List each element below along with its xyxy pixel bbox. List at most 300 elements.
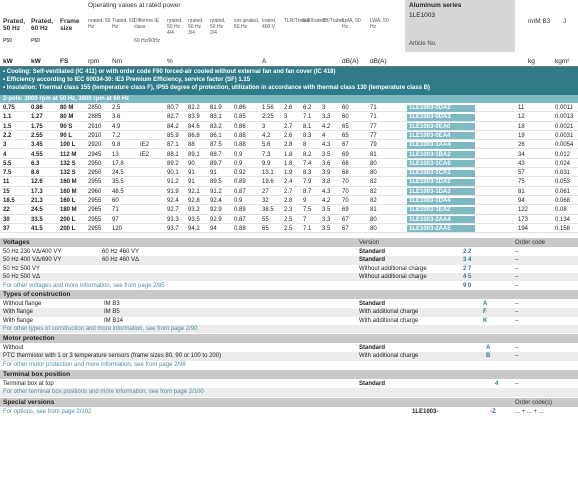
cell-e24: 86.1 bbox=[210, 132, 222, 139]
unit-kw-50: kW bbox=[3, 58, 13, 65]
cell-n: 2950 bbox=[88, 170, 102, 177]
reference-link[interactable]: For other types of construction and more information, see from page 2/90 bbox=[3, 326, 198, 333]
cell-j: 0.053 bbox=[555, 179, 571, 186]
banner-efficiency: • Efficiency according to IEC 60034-30: IE3 Premium Efficiency, service factor (SF) 1.15 bbox=[3, 77, 251, 83]
cell-p50: 2.2 bbox=[3, 132, 12, 139]
cell-i: 7.3 bbox=[262, 151, 271, 158]
section-construction bbox=[0, 290, 578, 299]
cell-lwa: 79 bbox=[370, 142, 377, 149]
cell-e44: 93.7 bbox=[167, 225, 179, 232]
cell-fs: 132 S bbox=[60, 160, 76, 167]
unit-dba-lwa: dB(A) bbox=[370, 58, 387, 65]
cell-i: 4.2 bbox=[262, 132, 271, 139]
cell-m: 173 bbox=[518, 216, 529, 223]
option-code: K bbox=[483, 317, 488, 324]
cell-ilr: 7.4 bbox=[303, 160, 312, 167]
cell-fs: 112 M bbox=[60, 151, 77, 158]
info-banner bbox=[0, 67, 578, 95]
option-order-code: – bbox=[515, 301, 519, 307]
cell-j: 0.0013 bbox=[555, 114, 574, 121]
cell-p50: 18.5 bbox=[3, 198, 15, 204]
cell-p60: 1.75 bbox=[31, 123, 43, 130]
option-order-code: – bbox=[515, 317, 519, 324]
article-number: 1LE1003-0EA0 bbox=[407, 123, 475, 130]
cell-lwa: 82 bbox=[370, 188, 377, 195]
option-row[interactable] bbox=[0, 388, 578, 396]
option-desc: With flange bbox=[3, 309, 34, 316]
cell-lpfa: 67 bbox=[342, 142, 349, 149]
cell-t: 17.8 bbox=[112, 160, 124, 167]
option-code: B bbox=[486, 353, 491, 360]
cell-t: 48.5 bbox=[112, 188, 124, 195]
table-row bbox=[0, 197, 578, 205]
cell-e44: 92.7 bbox=[167, 207, 179, 214]
version-header: Version bbox=[359, 239, 380, 246]
cell-m: 19 bbox=[518, 132, 525, 139]
order-code-header: Order code bbox=[515, 239, 546, 246]
section-title: Motor protection bbox=[3, 334, 55, 342]
option-row[interactable] bbox=[0, 282, 578, 290]
cell-fs: 200 L bbox=[60, 216, 76, 223]
unit-ampere: A bbox=[262, 58, 267, 65]
cell-e24: 88.7 bbox=[210, 151, 222, 158]
unit-dba-lpfa: dB(A) bbox=[342, 58, 359, 65]
article-number: 1LE1003-2AA5 bbox=[407, 225, 475, 232]
reference-link[interactable]: For other motor protection and more information, see from page 2/98 bbox=[3, 361, 186, 368]
cell-tlb: 2.3 bbox=[284, 207, 293, 214]
unit-nm: Nm bbox=[112, 58, 123, 65]
option-code: A bbox=[486, 345, 491, 351]
cell-cos: 0.88 bbox=[234, 225, 246, 232]
cell-e24: 89.7 bbox=[210, 160, 222, 167]
cell-e24: 94 bbox=[210, 225, 217, 232]
cell-i: 1.56 bbox=[262, 105, 274, 111]
option-version: With additional charge bbox=[359, 317, 419, 324]
option-row[interactable] bbox=[0, 308, 578, 316]
cell-n: 2950 bbox=[88, 160, 102, 167]
cell-t: 4.9 bbox=[112, 123, 121, 130]
cell-e44: 93.3 bbox=[167, 216, 179, 223]
option-version: Without additional charge bbox=[359, 265, 427, 272]
cell-lwa: 80 bbox=[370, 160, 377, 167]
table-row bbox=[0, 225, 578, 233]
cell-j: 0.031 bbox=[555, 170, 571, 177]
option-desc: 50 Hz 400 VΔ/690 VY bbox=[3, 257, 62, 264]
cell-lwa: 77 bbox=[370, 123, 377, 130]
option-order-code: – bbox=[515, 274, 519, 281]
option-order-code: – bbox=[515, 265, 519, 272]
cell-j: 0.0021 bbox=[555, 123, 574, 130]
article-number: 1LE1003-1DA3 bbox=[407, 188, 475, 195]
cell-e34: 93.2 bbox=[188, 207, 200, 214]
cell-cos: 0.88 bbox=[234, 132, 246, 139]
cell-tlb: 2.7 bbox=[284, 188, 293, 195]
cell-cos: 0.86 bbox=[234, 123, 246, 130]
table-row bbox=[0, 113, 578, 121]
pole-label: 2-pole: 3000 rpm at 50 Hz, 3600 rpm at 60 Hz bbox=[3, 96, 130, 102]
cell-tb: 4 bbox=[322, 132, 326, 139]
cell-p50: 4 bbox=[3, 151, 7, 158]
cell-i: 3 bbox=[262, 123, 266, 130]
cell-m: 18 bbox=[518, 123, 525, 130]
cell-lwa: 82 bbox=[370, 198, 377, 204]
section-title: Terminal box position bbox=[3, 370, 71, 378]
cell-n: 2955 bbox=[88, 179, 102, 186]
cell-j: 0.08 bbox=[555, 207, 567, 214]
cell-i: 32 bbox=[262, 198, 269, 204]
cell-m: 94 bbox=[518, 198, 525, 204]
cell-tlb: 2.4 bbox=[284, 179, 293, 186]
col-mass: mIM B3 bbox=[528, 18, 551, 25]
cell-lpfa: 69 bbox=[342, 207, 349, 214]
cell-e44: 91.9 bbox=[167, 188, 179, 195]
reference-link[interactable]: For options, see from page 2/102 bbox=[3, 409, 92, 415]
cell-cos: 0.87 bbox=[234, 216, 246, 223]
cell-i: 27 bbox=[262, 188, 269, 195]
cell-m: 43 bbox=[518, 160, 525, 167]
option-order-code: – bbox=[515, 353, 519, 360]
table-row bbox=[0, 178, 578, 186]
cell-fs: 100 L bbox=[60, 142, 76, 149]
cell-ilr: 8.7 bbox=[303, 188, 312, 195]
cell-cos: 0.87 bbox=[234, 188, 246, 195]
cell-e34: 93.5 bbox=[188, 216, 200, 223]
cell-e44: 82.7 bbox=[167, 114, 179, 121]
cell-n: 2850 bbox=[88, 105, 102, 111]
cell-ilr: 8 bbox=[303, 142, 307, 149]
cell-p50: 7.5 bbox=[3, 170, 12, 177]
option-order-code: – bbox=[515, 309, 519, 316]
col-p-rated-60-sub: P60 bbox=[31, 38, 40, 44]
option-order-code: – bbox=[515, 345, 519, 351]
section-terminal-box bbox=[0, 370, 578, 379]
cell-p60: 33.5 bbox=[31, 216, 43, 223]
cell-tlb: 2.8 bbox=[284, 142, 293, 149]
cell-e34: 88 bbox=[188, 142, 195, 149]
cell-tlb: 2.7 bbox=[284, 123, 293, 130]
section-voltages bbox=[0, 238, 578, 247]
col-cos-phi: cos φrated, 50 Hz bbox=[234, 18, 260, 30]
cell-i: 55 bbox=[262, 216, 269, 223]
cell-p60: 21.3 bbox=[31, 198, 43, 204]
article-no-label: Article No. bbox=[409, 41, 437, 47]
option-code: 4 bbox=[495, 381, 499, 387]
cell-lpfa: 65 bbox=[342, 132, 349, 139]
cell-cos: 0.86 bbox=[234, 105, 246, 111]
cell-t: 35.5 bbox=[112, 179, 124, 186]
cell-e34: 82.2 bbox=[188, 105, 200, 111]
header-title: Operating values at rated power bbox=[88, 2, 181, 9]
option-code: A bbox=[483, 301, 488, 307]
cell-j: 0.024 bbox=[555, 160, 571, 167]
option-desc: 50 Hz 500 VY bbox=[3, 265, 41, 272]
cell-p60: 12.6 bbox=[31, 179, 43, 186]
cell-e34: 92.8 bbox=[188, 198, 200, 204]
unit-percent: % bbox=[167, 58, 173, 65]
option-code: F bbox=[483, 309, 487, 316]
cell-lwa: 81 bbox=[370, 151, 377, 158]
cell-lpfa: 68 bbox=[342, 170, 349, 177]
cell-lwa: 71 bbox=[370, 114, 377, 121]
unit-fs: FS bbox=[60, 58, 69, 65]
article-number: 1LE1003-1BA2 bbox=[407, 151, 475, 158]
article-number: 1LE1003-1EA2 bbox=[407, 207, 475, 214]
cell-e34: 94.2 bbox=[188, 225, 200, 232]
option-row[interactable] bbox=[0, 265, 578, 273]
cell-e24: 92.4 bbox=[210, 198, 222, 204]
cell-p50: 3 bbox=[3, 142, 7, 149]
option-version: Without additional charge bbox=[359, 274, 427, 281]
option-row[interactable] bbox=[0, 344, 578, 352]
table-row bbox=[0, 216, 578, 224]
reference-link[interactable]: For other terminal box positions and more information, see from page 2/100 bbox=[3, 389, 204, 396]
col-i-rated: Irated, 400 V bbox=[262, 18, 277, 30]
units-row bbox=[0, 58, 578, 67]
option-desc-secondary: 60 Hz 460 VY bbox=[102, 249, 140, 255]
cell-cos: 0.9 bbox=[234, 160, 243, 167]
cell-fs: 180 M bbox=[60, 207, 77, 214]
cell-p50: 37 bbox=[3, 225, 10, 232]
series-box bbox=[405, 0, 515, 52]
cell-ilr: 6.2 bbox=[303, 105, 312, 111]
option-row[interactable] bbox=[0, 361, 578, 369]
cell-e24: 89.5 bbox=[210, 179, 222, 186]
col-t-rated: Trated, 50 Hz bbox=[112, 18, 135, 30]
cell-tlb: 2.5 bbox=[284, 225, 293, 232]
option-version: 1LE1003- bbox=[412, 409, 439, 415]
article-number: 1LE1003-1AA4 bbox=[407, 142, 475, 149]
cell-e44: 84.2 bbox=[167, 123, 179, 130]
cell-lpfa: 67 bbox=[342, 216, 349, 223]
article-number: 1LE1003-1DA4 bbox=[407, 198, 475, 205]
cell-ie: IE2 bbox=[140, 151, 150, 158]
cell-tb: 3.9 bbox=[322, 170, 331, 177]
cell-t: 120 bbox=[112, 225, 123, 232]
reference-link[interactable]: For other voltages and more information, see from page 2/85 bbox=[3, 282, 165, 289]
cell-t: 2.5 bbox=[112, 105, 121, 111]
cell-tlb: 1.8 bbox=[284, 160, 293, 167]
col-tb: TB/Trated bbox=[322, 18, 345, 24]
option-row[interactable] bbox=[0, 317, 578, 325]
cell-tlb: 1.8 bbox=[284, 151, 293, 158]
article-number: 1LE1003-0DA3 bbox=[407, 114, 475, 121]
cell-tb: 3.5 bbox=[322, 225, 331, 232]
cell-ilr: 9 bbox=[303, 198, 307, 204]
option-row[interactable] bbox=[0, 408, 578, 416]
banner-cooling: • Cooling: Self-ventilated (IC 411) or with order code F90 forced-air cooled without external fan and fan cover (IC 418) bbox=[3, 69, 336, 75]
table-row bbox=[0, 123, 578, 131]
table-row bbox=[0, 160, 578, 168]
cell-e24: 87.5 bbox=[210, 142, 222, 149]
cell-lwa: 80 bbox=[370, 170, 377, 177]
cell-lpfa: 70 bbox=[342, 198, 349, 204]
option-row[interactable] bbox=[0, 380, 578, 388]
option-row[interactable] bbox=[0, 300, 578, 308]
cell-n: 2920 bbox=[88, 142, 102, 149]
article-number: 1LE1003-1CA0 bbox=[407, 160, 475, 167]
cell-tlb: 3 bbox=[284, 114, 288, 121]
table-row bbox=[0, 188, 578, 196]
option-code: 3 4 bbox=[463, 257, 472, 264]
cell-t: 97 bbox=[112, 216, 119, 223]
cell-e44: 87.1 bbox=[167, 142, 179, 149]
option-row[interactable] bbox=[0, 273, 578, 281]
option-version: With additional charge bbox=[359, 353, 419, 360]
cell-t: 9.8 bbox=[112, 142, 121, 149]
col-p-rated-50: Prated, 50 Hz bbox=[3, 18, 26, 32]
cell-cos: 0.89 bbox=[234, 179, 246, 186]
cell-fs: 132 S bbox=[60, 170, 76, 177]
article-number: 1LE1003-0DA2 bbox=[407, 105, 475, 112]
cell-e34: 91 bbox=[188, 179, 195, 186]
option-row[interactable] bbox=[0, 256, 578, 264]
cell-p60: 1.27 bbox=[31, 114, 43, 121]
option-row[interactable] bbox=[0, 325, 578, 333]
series-title: Aluminum series bbox=[409, 2, 462, 9]
cell-e44: 91.2 bbox=[167, 179, 179, 186]
col-ilr: ILR/Irated bbox=[303, 18, 325, 24]
cell-t: 24.5 bbox=[112, 170, 124, 177]
unit-kgm2: kgm² bbox=[555, 58, 570, 65]
cell-fs: 90 S bbox=[60, 123, 73, 130]
cell-e44: 88.1 bbox=[167, 151, 179, 158]
cell-j: 0.0054 bbox=[555, 142, 574, 149]
section-title: Types of construction bbox=[3, 290, 71, 298]
cell-n: 2955 bbox=[88, 198, 102, 204]
cell-tb: 3.6 bbox=[322, 160, 331, 167]
cell-i: 13.1 bbox=[262, 170, 274, 177]
cell-p60: 6.3 bbox=[31, 160, 40, 167]
cell-fs: 200 L bbox=[60, 225, 76, 232]
section-title: Special versions bbox=[3, 398, 55, 406]
cell-m: 57 bbox=[518, 170, 525, 177]
cell-i: 65 bbox=[262, 225, 269, 232]
option-version: Standard bbox=[359, 249, 386, 255]
cell-m: 122 bbox=[518, 207, 529, 214]
section-motor-protection bbox=[0, 334, 578, 343]
unit-kg: kg bbox=[528, 58, 535, 65]
cell-p50: 1.1 bbox=[3, 114, 12, 121]
cell-lwa: 82 bbox=[370, 179, 377, 186]
cell-lpfa: 69 bbox=[342, 151, 349, 158]
col-frame-size: Frame size bbox=[60, 18, 80, 32]
cell-lwa: 80 bbox=[370, 225, 377, 232]
option-row[interactable] bbox=[0, 352, 578, 360]
cell-m: 12 bbox=[518, 114, 525, 121]
series-code: 1LE1003 bbox=[409, 12, 436, 19]
cell-e34: 90 bbox=[188, 160, 195, 167]
cell-cos: 0.9 bbox=[234, 151, 243, 158]
unit-kw-60: kW bbox=[31, 58, 41, 65]
table-row bbox=[0, 132, 578, 140]
cell-cos: 0.89 bbox=[234, 207, 246, 214]
cell-e44: 85.9 bbox=[167, 132, 179, 139]
cell-n: 2960 bbox=[88, 188, 102, 195]
cell-fs: 90 L bbox=[60, 132, 73, 139]
article-number: 1LE1003-1CA1 bbox=[407, 170, 475, 177]
cell-tb: 3.5 bbox=[322, 151, 331, 158]
cell-e44: 90.1 bbox=[167, 170, 179, 177]
col-tlr: TLR/Trated bbox=[284, 18, 310, 24]
table-row bbox=[0, 151, 578, 159]
cell-tb: 3.3 bbox=[322, 216, 331, 223]
cell-m: 34 bbox=[518, 151, 525, 158]
option-desc: 50 Hz 500 VΔ bbox=[3, 274, 41, 281]
cell-p60: 0.86 bbox=[31, 105, 43, 111]
cell-m: 26 bbox=[518, 142, 525, 149]
cell-ilr: 7.5 bbox=[303, 207, 312, 214]
cell-tb: 3.8 bbox=[322, 179, 331, 186]
article-number: 1LE1003-0EA4 bbox=[407, 132, 475, 139]
cell-p60: 41.5 bbox=[31, 225, 43, 232]
option-order-code: ... + ... + ... bbox=[515, 409, 544, 415]
cell-ilr: 7 bbox=[303, 216, 307, 223]
col-lwa: LWA, 50 Hz bbox=[370, 18, 389, 30]
col-n-rated: nrated, 50 Hz bbox=[88, 18, 111, 30]
cell-fs: 160 L bbox=[60, 198, 76, 204]
table-header bbox=[0, 0, 578, 58]
cell-t: 3.6 bbox=[112, 114, 121, 121]
cell-tlb: 2.8 bbox=[284, 198, 293, 204]
cell-tlb: 2.5 bbox=[284, 216, 293, 223]
table-row bbox=[0, 169, 578, 177]
cell-lpfa: 68 bbox=[342, 160, 349, 167]
option-version: Standard bbox=[359, 301, 386, 307]
unit-rpm: rpm bbox=[88, 58, 100, 65]
cell-tb: 3.3 bbox=[322, 114, 331, 121]
option-order-code: – bbox=[515, 381, 519, 387]
col-eta-34: ηrated, 50 Hz 3/4 bbox=[188, 18, 204, 36]
option-code: 4 5 bbox=[463, 274, 472, 281]
cell-e34: 86.8 bbox=[188, 132, 200, 139]
cell-j: 0.061 bbox=[555, 188, 571, 195]
option-desc-secondary: IM B5 bbox=[104, 309, 120, 316]
cell-fs: 80 M bbox=[60, 105, 74, 111]
cell-lpfa: 67 bbox=[342, 225, 349, 232]
cell-n: 2955 bbox=[88, 225, 102, 232]
col-ie-class-sub: 60 Hz/60Hz bbox=[134, 38, 161, 44]
cell-j: 0.0031 bbox=[555, 132, 574, 139]
cell-fs: 80 M bbox=[60, 114, 74, 121]
cell-lpfa: 70 bbox=[342, 188, 349, 195]
option-order-code: – bbox=[515, 249, 519, 255]
cell-t: 60 bbox=[112, 198, 119, 204]
option-code: 9 0 bbox=[463, 282, 472, 289]
option-order-code: – bbox=[515, 257, 519, 264]
cell-lwa: 81 bbox=[370, 207, 377, 214]
cell-tb: 4.3 bbox=[322, 142, 331, 149]
option-code: 2 7 bbox=[463, 265, 472, 272]
cell-e24: 81.9 bbox=[210, 105, 222, 111]
cell-i: 19.6 bbox=[262, 179, 274, 186]
cell-i: 9.9 bbox=[262, 160, 271, 167]
option-version: Standard bbox=[359, 381, 386, 387]
option-row[interactable] bbox=[0, 248, 578, 256]
cell-ilr: 7.1 bbox=[303, 225, 312, 232]
option-version: Standard bbox=[359, 257, 386, 264]
cell-p60: 24.5 bbox=[31, 207, 43, 214]
cell-tb: 4.3 bbox=[322, 188, 331, 195]
cell-n: 2965 bbox=[88, 207, 102, 214]
col-eta-24: ηrated, 50 Hz 2/4 bbox=[210, 18, 226, 36]
cell-fs: 160 M bbox=[60, 179, 77, 186]
cell-ilr: 8.1 bbox=[303, 123, 312, 130]
cell-m: 11 bbox=[518, 105, 525, 111]
cell-n: 2885 bbox=[88, 114, 102, 121]
cell-tlb: 2.6 bbox=[284, 105, 293, 111]
col-ie-class: Different IE class bbox=[134, 18, 159, 30]
option-version: Standard bbox=[359, 345, 386, 351]
